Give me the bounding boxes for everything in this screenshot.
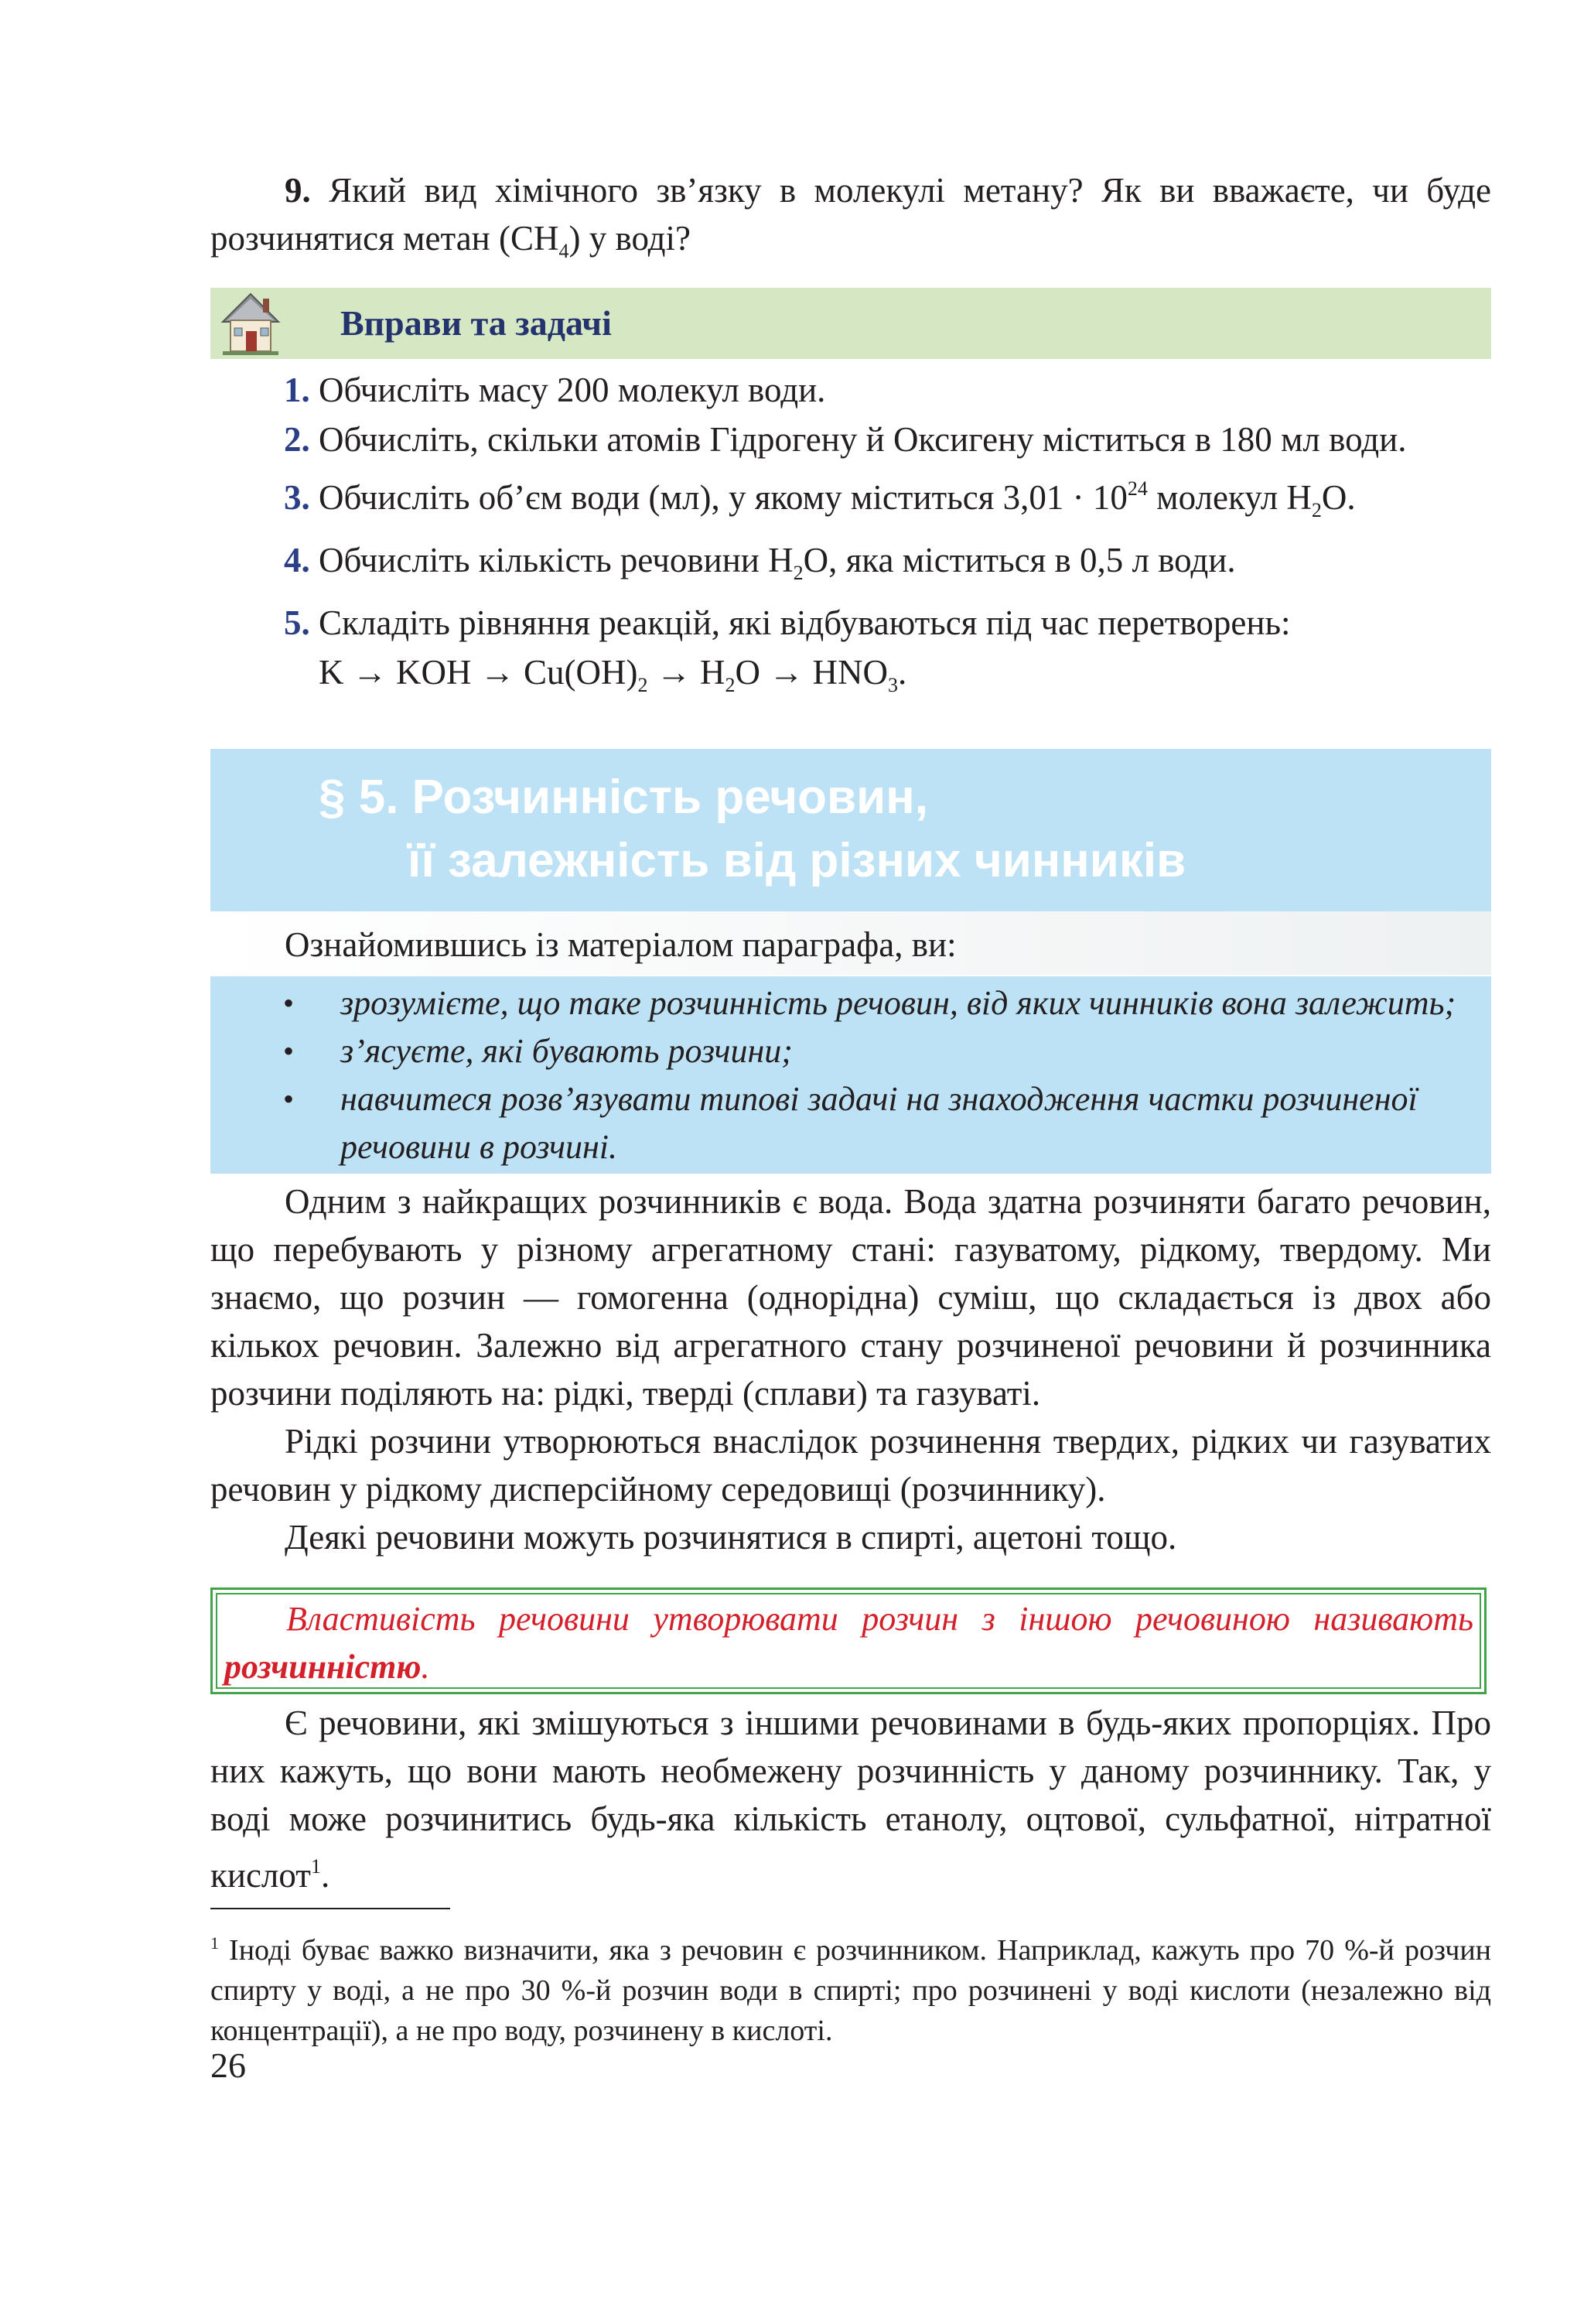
body-text	[210, 1177, 1491, 1561]
bullet-icon: •	[283, 1082, 295, 1116]
section-title-line-1: § 5. Розчинність речовин,	[319, 771, 928, 824]
task-list	[210, 365, 1491, 710]
house-icon	[218, 288, 283, 357]
footnote-ref: 1	[310, 1855, 321, 1878]
section-title-line-2: її залежність від різних чинників	[408, 834, 1186, 887]
task-2: 2. Обчисліть, скільки атомів Гідрогену й Оксигену міститься в 180 мл води.	[284, 420, 1407, 459]
paragraph: Одним з найкращих розчинників є вода. Вода здатна розчиняти багато речовин, що перебувають у різному агрегатному стані: газуватому, рідкому, твердому. Ми знаємо, що розчин — гомогенна (однорідна) суміш, що складається із двох або кількох речовин. Залежно від агрегатного стану розчиненої речовини й розчинника розчини поділяють на: рідкі, тверді (сплави) та газуваті.	[210, 1182, 1491, 1413]
footnote-divider	[210, 1908, 450, 1909]
body-text-2	[210, 1699, 1491, 1899]
task-4: 4. Обчисліть кількість речовини $H_2O$, яка міститься в 0,5 л води.	[284, 541, 1236, 584]
definition-term: розчинністю	[224, 1648, 422, 1686]
goal-item: • навчитеся розв’язувати типові задачі на знаходження частки розчиненої речовини в розчині.	[278, 1075, 1485, 1171]
section-intro: Ознайомившись із матеріалом параграфа, ви:	[285, 925, 957, 964]
question-9: 9. Який вид хімічного зв’язку в молекулі метану? Як ви вважаєте, чи буде розчинятися метан $(CH_4)$ у воді?	[210, 171, 1491, 262]
definition-text: Властивість речовини утворювати розчин з іншою речовиною називають розчинністю.	[224, 1600, 1473, 1686]
task-5: 5. Складіть рівняння реакцій, які відбуваються під час перетворень:	[284, 603, 1291, 642]
goals-list	[278, 979, 1485, 1171]
exercises-title: Вправи та задачі	[340, 303, 612, 343]
section-title	[319, 766, 1186, 893]
goal-item: • з’ясуєте, які бувають розчини;	[278, 1027, 1485, 1075]
bullet-icon: •	[283, 986, 295, 1020]
page-number: 26	[210, 2045, 246, 2085]
task-3: 3. Обчисліть об’єм води (мл), у якому міститься $3,01 \cdot 10^{24}$ молекул $H_2O$.	[284, 477, 1356, 521]
footnote: $^1$ Іноді буває важко визначити, яка з речовин є розчинником. Наприклад, кажуть про 70 %-й розчин спирту у воді, а не про 30 %-й розчин води в спирті; про розчинені у воді кислоти (незалежно від концентрації), а не про воду, розчинену в кислоті.	[210, 1933, 1491, 2047]
paragraph: Деякі речовини можуть розчинятися в спирті, ацетоні тощо.	[285, 1518, 1177, 1557]
paragraph: Рідкі розчини утворюються внаслідок розчинення твердих, рідких чи газуватих речовин у рідкому дисперсійному середовищі (розчиннику).	[210, 1422, 1491, 1509]
task-1: 1. Обчисліть масу 200 молекул води.	[284, 371, 826, 409]
goal-item: • зрозумієте, що таке розчинність речовин, від яких чинників вона залежить;	[278, 979, 1485, 1027]
question-number: 9.	[285, 171, 311, 210]
bullet-icon: •	[283, 1034, 295, 1068]
paragraph: Є речовини, які змішуються з іншими речовинами в будь-яких пропорціях. Про них кажуть, що вони мають необмежену розчинність у даному розчиннику. Так, у воді може розчинитись будь-яка кількість етанолу, оцтової, сульфатної, нітратної кислот$^1$.	[210, 1704, 1491, 1895]
reaction-chain: K → KOH → $Cu(OH)_2 \to H_2O \to HNO_3$.	[319, 653, 907, 696]
